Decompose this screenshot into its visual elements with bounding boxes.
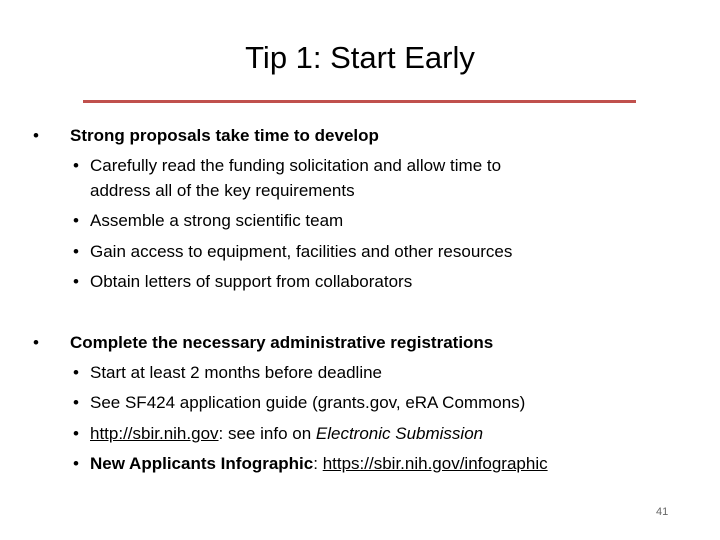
bullet-icon: • (73, 242, 79, 261)
infographic-link[interactable]: https://sbir.nih.gov/infographic (322, 454, 548, 473)
list-item: Gain access to equipment, facilities and other resources (90, 242, 513, 261)
bullet-icon: • (33, 333, 39, 352)
bold-label: New Applicants Infographic (90, 454, 314, 473)
list-item: Obtain letters of support from collaborators (90, 272, 413, 291)
list-item-text: : see info on (218, 424, 316, 443)
page-number: 41 (656, 506, 669, 518)
list-item: Start at least 2 months before deadline (90, 363, 383, 382)
section-heading: Complete the necessary administrative registrations (70, 333, 494, 352)
list-item (90, 423, 483, 445)
list-item: See SF424 application guide (grants.gov, eRA Commons) (90, 393, 526, 412)
sbir-link[interactable]: http://sbir.nih.gov (90, 424, 219, 443)
list-item-continuation: address all of the key requirements (90, 181, 355, 200)
list-item: Carefully read the funding solicitation and allow time to (90, 156, 502, 175)
title-divider (83, 100, 636, 103)
section-heading: Strong proposals take time to develop (70, 126, 379, 145)
bullet-icon: • (73, 424, 79, 443)
bullet-icon: • (33, 126, 39, 145)
bullet-icon: • (73, 156, 79, 175)
bullet-icon: • (73, 393, 79, 412)
bullet-icon: • (73, 363, 79, 382)
list-item: Assemble a strong scientific team (90, 211, 344, 230)
emphasis-text: Electronic Submission (315, 424, 484, 443)
bullet-icon: • (73, 454, 79, 473)
list-item (90, 453, 548, 475)
bullet-icon: • (73, 211, 79, 230)
separator-text: : (313, 454, 323, 473)
bullet-icon: • (73, 272, 79, 291)
slide-title: Tip 1: Start Early (245, 40, 475, 75)
